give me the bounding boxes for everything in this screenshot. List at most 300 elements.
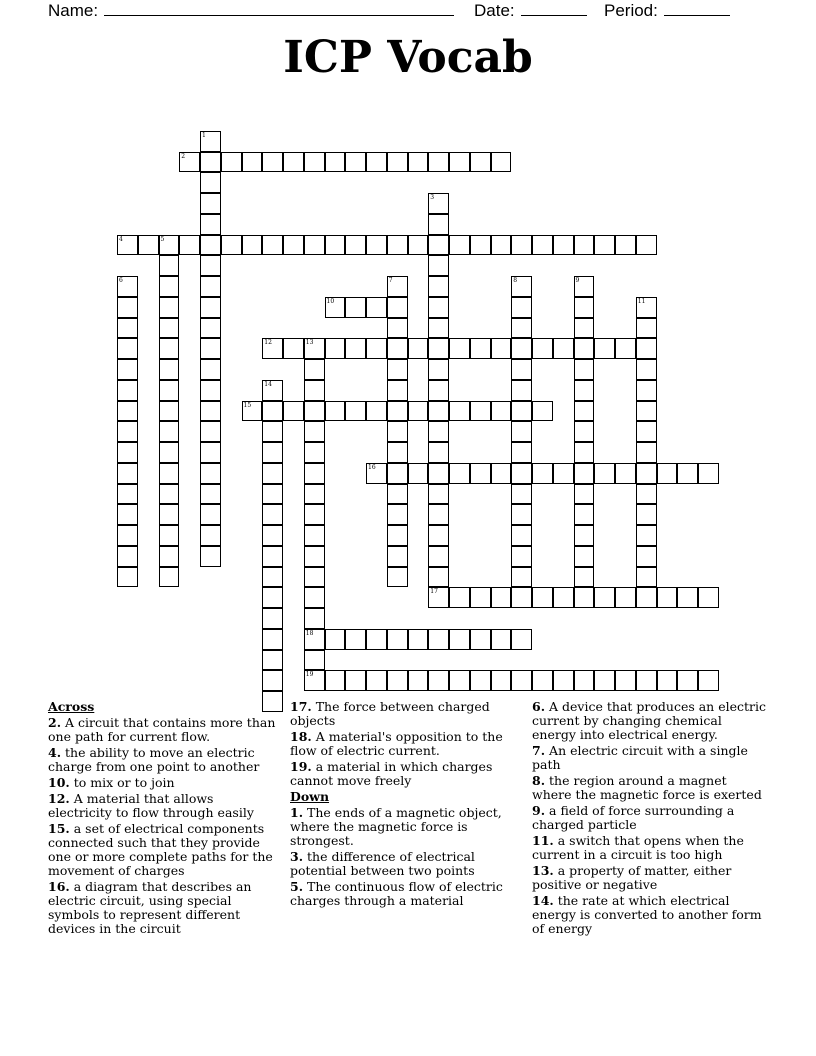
crossword-cell[interactable]: [345, 670, 366, 691]
crossword-cell[interactable]: [262, 484, 283, 505]
crossword-cell[interactable]: [636, 525, 657, 546]
crossword-cell[interactable]: [636, 380, 657, 401]
crossword-cell[interactable]: [200, 152, 221, 173]
crossword-cell[interactable]: [200, 442, 221, 463]
crossword-cell[interactable]: [657, 463, 678, 484]
crossword-cell[interactable]: [221, 152, 242, 173]
crossword-cell[interactable]: [262, 546, 283, 567]
crossword-cell-numbered[interactable]: [574, 276, 595, 297]
crossword-cell[interactable]: [159, 401, 180, 422]
crossword-cell[interactable]: [428, 546, 449, 567]
crossword-cell[interactable]: [428, 567, 449, 588]
crossword-cell[interactable]: [470, 338, 491, 359]
crossword-cell[interactable]: [262, 463, 283, 484]
crossword-cell[interactable]: [262, 421, 283, 442]
clue-number: 5: [160, 235, 165, 243]
crossword-cell[interactable]: [242, 235, 263, 256]
crossword-cell[interactable]: [553, 463, 574, 484]
crossword-cell-numbered[interactable]: [304, 629, 325, 650]
crossword-cell-numbered[interactable]: [242, 401, 263, 422]
crossword-cell[interactable]: [511, 525, 532, 546]
crossword-cell[interactable]: [262, 235, 283, 256]
crossword-cell[interactable]: [117, 567, 138, 588]
crossword-cell[interactable]: [304, 504, 325, 525]
crossword-cell[interactable]: [511, 587, 532, 608]
crossword-cell[interactable]: [449, 235, 470, 256]
crossword-cell[interactable]: [325, 338, 346, 359]
crossword-cell[interactable]: [262, 401, 283, 422]
crossword-cell[interactable]: [636, 567, 657, 588]
crossword-cell[interactable]: [304, 587, 325, 608]
crossword-cell-numbered[interactable]: [304, 338, 325, 359]
crossword-cell[interactable]: [159, 484, 180, 505]
crossword-cell[interactable]: [408, 235, 429, 256]
crossword-cell-numbered[interactable]: [428, 193, 449, 214]
crossword-cell[interactable]: [511, 442, 532, 463]
crossword-cell[interactable]: [470, 629, 491, 650]
crossword-cell[interactable]: [511, 670, 532, 691]
crossword-cell[interactable]: [574, 670, 595, 691]
crossword-cell[interactable]: [636, 359, 657, 380]
crossword-cell-numbered[interactable]: [159, 235, 180, 256]
crossword-cell[interactable]: [470, 235, 491, 256]
crossword-cell[interactable]: [242, 152, 263, 173]
crossword-cell[interactable]: [698, 587, 719, 608]
crossword-cell[interactable]: [117, 380, 138, 401]
crossword-cell[interactable]: [408, 401, 429, 422]
crossword-cell[interactable]: [138, 235, 159, 256]
crossword-cell[interactable]: [428, 421, 449, 442]
crossword-cell[interactable]: [200, 172, 221, 193]
clue-number: 1.: [290, 805, 304, 820]
crossword-cell[interactable]: [159, 359, 180, 380]
crossword-cell[interactable]: [387, 484, 408, 505]
crossword-cell[interactable]: [304, 608, 325, 629]
crossword-cell[interactable]: [387, 525, 408, 546]
crossword-cell[interactable]: [304, 442, 325, 463]
crossword-cell[interactable]: [304, 484, 325, 505]
crossword-cell[interactable]: [117, 504, 138, 525]
clue-text: the rate at which electrical energy is converted to another form of energy: [532, 893, 762, 936]
crossword-cell[interactable]: [262, 567, 283, 588]
crossword-cell[interactable]: [262, 152, 283, 173]
crossword-cell[interactable]: [117, 401, 138, 422]
crossword-cell-numbered[interactable]: [366, 463, 387, 484]
crossword-cell[interactable]: [698, 670, 719, 691]
crossword-cell[interactable]: [574, 380, 595, 401]
crossword-cell[interactable]: [428, 235, 449, 256]
crossword-cell[interactable]: [449, 401, 470, 422]
crossword-cell[interactable]: [159, 421, 180, 442]
crossword-cell[interactable]: [449, 152, 470, 173]
crossword-cell[interactable]: [304, 463, 325, 484]
clue-text: The force between charged objects: [290, 699, 490, 728]
crossword-cell[interactable]: [283, 235, 304, 256]
crossword-cell[interactable]: [470, 463, 491, 484]
crossword-cell[interactable]: [511, 421, 532, 442]
crossword-cell[interactable]: [262, 670, 283, 691]
crossword-cell[interactable]: [304, 421, 325, 442]
crossword-cell[interactable]: [574, 504, 595, 525]
crossword-cell[interactable]: [304, 650, 325, 671]
crossword-cell[interactable]: [159, 380, 180, 401]
crossword-cell[interactable]: [677, 463, 698, 484]
crossword-cell[interactable]: [491, 629, 512, 650]
crossword-cell[interactable]: [428, 629, 449, 650]
crossword-cell[interactable]: [200, 297, 221, 318]
crossword-cell[interactable]: [159, 546, 180, 567]
crossword-cell[interactable]: [200, 380, 221, 401]
crossword-cell[interactable]: [159, 463, 180, 484]
crossword-cell[interactable]: [428, 152, 449, 173]
crossword-cell[interactable]: [200, 401, 221, 422]
crossword-cell[interactable]: [304, 235, 325, 256]
crossword-cell[interactable]: [449, 670, 470, 691]
crossword-cell[interactable]: [283, 401, 304, 422]
crossword-cell[interactable]: [387, 567, 408, 588]
crossword-cell[interactable]: [574, 442, 595, 463]
crossword-cell[interactable]: [574, 318, 595, 339]
crossword-cell[interactable]: [574, 235, 595, 256]
crossword-cell[interactable]: [366, 338, 387, 359]
clue-item: [290, 730, 522, 758]
crossword-cell[interactable]: [345, 401, 366, 422]
crossword-cell[interactable]: [657, 587, 678, 608]
crossword-cell-numbered[interactable]: [511, 276, 532, 297]
crossword-cell[interactable]: [553, 670, 574, 691]
crossword-cell[interactable]: [428, 463, 449, 484]
crossword-cell[interactable]: [428, 214, 449, 235]
crossword-cell[interactable]: [594, 463, 615, 484]
crossword-cell[interactable]: [387, 235, 408, 256]
crossword-cell[interactable]: [408, 629, 429, 650]
crossword-cell[interactable]: [262, 629, 283, 650]
crossword-cell[interactable]: [449, 338, 470, 359]
crossword-cell[interactable]: [636, 504, 657, 525]
crossword-cell[interactable]: [449, 587, 470, 608]
crossword-cell[interactable]: [449, 629, 470, 650]
crossword-cell[interactable]: [345, 338, 366, 359]
crossword-cell[interactable]: [511, 338, 532, 359]
crossword-cell[interactable]: [200, 525, 221, 546]
crossword-cell[interactable]: [304, 359, 325, 380]
crossword-cell[interactable]: [470, 587, 491, 608]
crossword-cell[interactable]: [511, 484, 532, 505]
crossword-cell[interactable]: [408, 670, 429, 691]
crossword-cell[interactable]: [304, 546, 325, 567]
crossword-cell[interactable]: [553, 235, 574, 256]
clue-number: 17: [430, 588, 438, 596]
crossword-cell[interactable]: [532, 670, 553, 691]
crossword-cell[interactable]: [200, 463, 221, 484]
crossword-cell[interactable]: [408, 152, 429, 173]
crossword-cell[interactable]: [159, 338, 180, 359]
clue-text: A device that produces an electric current by changing chemical energy into electrical energy.: [532, 699, 766, 742]
crossword-cell[interactable]: [366, 297, 387, 318]
crossword-cell[interactable]: [428, 255, 449, 276]
crossword-cell[interactable]: [262, 608, 283, 629]
crossword-cell[interactable]: [428, 401, 449, 422]
crossword-cell[interactable]: [491, 152, 512, 173]
crossword-cell[interactable]: [428, 359, 449, 380]
crossword-cell[interactable]: [574, 525, 595, 546]
crossword-cell-numbered[interactable]: [325, 297, 346, 318]
crossword-cell[interactable]: [511, 629, 532, 650]
crossword-cell[interactable]: [117, 318, 138, 339]
crossword-cell[interactable]: [387, 442, 408, 463]
crossword-cell[interactable]: [491, 587, 512, 608]
crossword-cell[interactable]: [325, 235, 346, 256]
crossword-cell[interactable]: [387, 546, 408, 567]
clue-number: 11: [637, 297, 646, 305]
crossword-cell[interactable]: [200, 546, 221, 567]
crossword-cell-numbered[interactable]: [428, 587, 449, 608]
crossword-cell-numbered[interactable]: [262, 380, 283, 401]
clue-text: a diagram that describes an electric circuit, using special symbols to represent different devices in the circuit: [48, 879, 252, 936]
crossword-cell[interactable]: [117, 463, 138, 484]
crossword-cell[interactable]: [428, 484, 449, 505]
crossword-cell[interactable]: [262, 650, 283, 671]
clue-text: to mix or to join: [69, 775, 175, 790]
clue-number: 18: [305, 629, 314, 637]
crossword-cell[interactable]: [636, 463, 657, 484]
crossword-cell[interactable]: [428, 297, 449, 318]
crossword-cell[interactable]: [117, 338, 138, 359]
crossword-cell[interactable]: [574, 484, 595, 505]
crossword-cell[interactable]: [325, 152, 346, 173]
crossword-cell[interactable]: [345, 297, 366, 318]
clue-item: [532, 834, 768, 862]
crossword-cell[interactable]: [387, 629, 408, 650]
crossword-cell[interactable]: [283, 338, 304, 359]
crossword-cell[interactable]: [428, 670, 449, 691]
crossword-cell[interactable]: [553, 338, 574, 359]
crossword-cell[interactable]: [117, 484, 138, 505]
crossword-cell[interactable]: [491, 235, 512, 256]
crossword-cell-numbered[interactable]: [262, 338, 283, 359]
clue-number: 14.: [532, 893, 554, 908]
crossword-cell[interactable]: [428, 442, 449, 463]
crossword-cell[interactable]: [491, 401, 512, 422]
crossword-cell[interactable]: [200, 318, 221, 339]
crossword-cell[interactable]: [262, 442, 283, 463]
crossword-cell[interactable]: [574, 359, 595, 380]
crossword-cell[interactable]: [200, 504, 221, 525]
crossword-cell[interactable]: [470, 152, 491, 173]
crossword-cell[interactable]: [200, 214, 221, 235]
crossword-cell[interactable]: [511, 546, 532, 567]
crossword-cell[interactable]: [470, 670, 491, 691]
crossword-cell[interactable]: [511, 567, 532, 588]
crossword-cell[interactable]: [387, 318, 408, 339]
crossword-cell[interactable]: [366, 629, 387, 650]
crossword-cell[interactable]: [574, 421, 595, 442]
crossword-cell[interactable]: [159, 567, 180, 588]
crossword-cell[interactable]: [532, 587, 553, 608]
crossword-cell[interactable]: [594, 235, 615, 256]
crossword-cell[interactable]: [615, 338, 636, 359]
crossword-cell[interactable]: [304, 401, 325, 422]
crossword-cell[interactable]: [574, 338, 595, 359]
down-clue-list-continued: [532, 700, 768, 936]
clue-item: [48, 880, 280, 936]
crossword-cell[interactable]: [200, 255, 221, 276]
crossword-cell[interactable]: [449, 463, 470, 484]
crossword-cell[interactable]: [574, 567, 595, 588]
crossword-cell-numbered[interactable]: [117, 235, 138, 256]
crossword-cell[interactable]: [387, 338, 408, 359]
crossword-cell[interactable]: [200, 421, 221, 442]
crossword-cell-numbered[interactable]: [304, 670, 325, 691]
crossword-cell[interactable]: [366, 152, 387, 173]
crossword-cell[interactable]: [304, 152, 325, 173]
crossword-cell[interactable]: [428, 380, 449, 401]
crossword-cell[interactable]: [677, 670, 698, 691]
crossword-cell[interactable]: [159, 504, 180, 525]
crossword-cell[interactable]: [428, 504, 449, 525]
crossword-cell[interactable]: [574, 297, 595, 318]
crossword-cell[interactable]: [325, 629, 346, 650]
crossword-cell[interactable]: [532, 338, 553, 359]
crossword-cell[interactable]: [636, 587, 657, 608]
crossword-cell[interactable]: [200, 484, 221, 505]
crossword-cell[interactable]: [159, 442, 180, 463]
crossword-cell[interactable]: [179, 235, 200, 256]
crossword-cell[interactable]: [345, 152, 366, 173]
clue-number: 16.: [48, 879, 70, 894]
crossword-cell[interactable]: [594, 338, 615, 359]
crossword-cell[interactable]: [159, 525, 180, 546]
crossword-cell[interactable]: [511, 463, 532, 484]
crossword-cell[interactable]: [387, 504, 408, 525]
crossword-cell[interactable]: [117, 546, 138, 567]
crossword-cell[interactable]: [636, 421, 657, 442]
crossword-cell[interactable]: [387, 152, 408, 173]
crossword-cell[interactable]: [200, 235, 221, 256]
crossword-cell[interactable]: [387, 380, 408, 401]
crossword-cell[interactable]: [574, 463, 595, 484]
crossword-cell[interactable]: [159, 318, 180, 339]
crossword-cell[interactable]: [262, 504, 283, 525]
crossword-cell[interactable]: [200, 338, 221, 359]
crossword-cell[interactable]: [636, 546, 657, 567]
crossword-cell-numbered[interactable]: [387, 276, 408, 297]
crossword-cell[interactable]: [511, 380, 532, 401]
crossword-cell[interactable]: [553, 587, 574, 608]
crossword-cell[interactable]: [698, 463, 719, 484]
crossword-cell[interactable]: [262, 525, 283, 546]
crossword-cell[interactable]: [408, 338, 429, 359]
crossword-cell[interactable]: [428, 525, 449, 546]
crossword-cell[interactable]: [304, 525, 325, 546]
crossword-cell[interactable]: [491, 463, 512, 484]
crossword-cell[interactable]: [574, 587, 595, 608]
crossword-cell[interactable]: [428, 318, 449, 339]
crossword-cell[interactable]: [117, 442, 138, 463]
crossword-cell[interactable]: [387, 421, 408, 442]
crossword-cell[interactable]: [221, 235, 242, 256]
crossword-cell[interactable]: [532, 401, 553, 422]
crossword-cell[interactable]: [159, 255, 180, 276]
crossword-cell[interactable]: [117, 297, 138, 318]
crossword-cell[interactable]: [532, 235, 553, 256]
crossword-cell[interactable]: [428, 276, 449, 297]
crossword-cell[interactable]: [574, 401, 595, 422]
clue-text: the difference of electrical potential between two points: [290, 849, 475, 878]
crossword-cell[interactable]: [304, 567, 325, 588]
crossword-cell[interactable]: [532, 463, 553, 484]
crossword-cell[interactable]: [304, 380, 325, 401]
crossword-cell[interactable]: [615, 670, 636, 691]
crossword-cell[interactable]: [615, 587, 636, 608]
crossword-cell-numbered[interactable]: [179, 152, 200, 173]
crossword-cell[interactable]: [325, 401, 346, 422]
crossword-cell[interactable]: [636, 484, 657, 505]
crossword-cell[interactable]: [615, 463, 636, 484]
crossword-cell[interactable]: [594, 587, 615, 608]
crossword-cell-numbered[interactable]: [117, 276, 138, 297]
crossword-cell[interactable]: [636, 235, 657, 256]
crossword-cell[interactable]: [594, 670, 615, 691]
crossword-cell[interactable]: [511, 297, 532, 318]
crossword-cell[interactable]: [325, 670, 346, 691]
crossword-cell[interactable]: [117, 359, 138, 380]
crossword-cell[interactable]: [159, 297, 180, 318]
crossword-cell[interactable]: [366, 670, 387, 691]
crossword-cell[interactable]: [387, 359, 408, 380]
crossword-cell-numbered[interactable]: [200, 131, 221, 152]
crossword-cell[interactable]: [636, 670, 657, 691]
crossword-cell[interactable]: [159, 276, 180, 297]
clue-item: [532, 894, 768, 936]
crossword-cell[interactable]: [366, 401, 387, 422]
crossword-cell[interactable]: [200, 276, 221, 297]
crossword-cell[interactable]: [636, 318, 657, 339]
crossword-cell[interactable]: [283, 152, 304, 173]
crossword-cell[interactable]: [636, 401, 657, 422]
crossword-cell[interactable]: [408, 463, 429, 484]
crossword-cell[interactable]: [387, 297, 408, 318]
crossword-cell[interactable]: [491, 338, 512, 359]
crossword-cell[interactable]: [657, 670, 678, 691]
crossword-cell[interactable]: [117, 421, 138, 442]
crossword-cell[interactable]: [428, 338, 449, 359]
crossword-cell[interactable]: [470, 401, 491, 422]
crossword-cell-numbered[interactable]: [636, 297, 657, 318]
crossword-cell[interactable]: [574, 546, 595, 567]
crossword-cell[interactable]: [491, 670, 512, 691]
crossword-cell[interactable]: [200, 193, 221, 214]
crossword-cell[interactable]: [511, 401, 532, 422]
crossword-cell[interactable]: [345, 235, 366, 256]
crossword-cell[interactable]: [677, 587, 698, 608]
crossword-cell[interactable]: [511, 359, 532, 380]
crossword-cell[interactable]: [636, 442, 657, 463]
crossword-cell[interactable]: [511, 504, 532, 525]
crossword-cell[interactable]: [345, 629, 366, 650]
crossword-cell[interactable]: [387, 401, 408, 422]
crossword-cell[interactable]: [200, 359, 221, 380]
crossword-cell[interactable]: [387, 463, 408, 484]
crossword-cell[interactable]: [117, 525, 138, 546]
crossword-cell[interactable]: [511, 318, 532, 339]
crossword-cell[interactable]: [366, 235, 387, 256]
crossword-cell[interactable]: [262, 587, 283, 608]
crossword-cell[interactable]: [387, 670, 408, 691]
crossword-cell[interactable]: [615, 235, 636, 256]
crossword-cell[interactable]: [636, 338, 657, 359]
crossword-cell[interactable]: [511, 235, 532, 256]
